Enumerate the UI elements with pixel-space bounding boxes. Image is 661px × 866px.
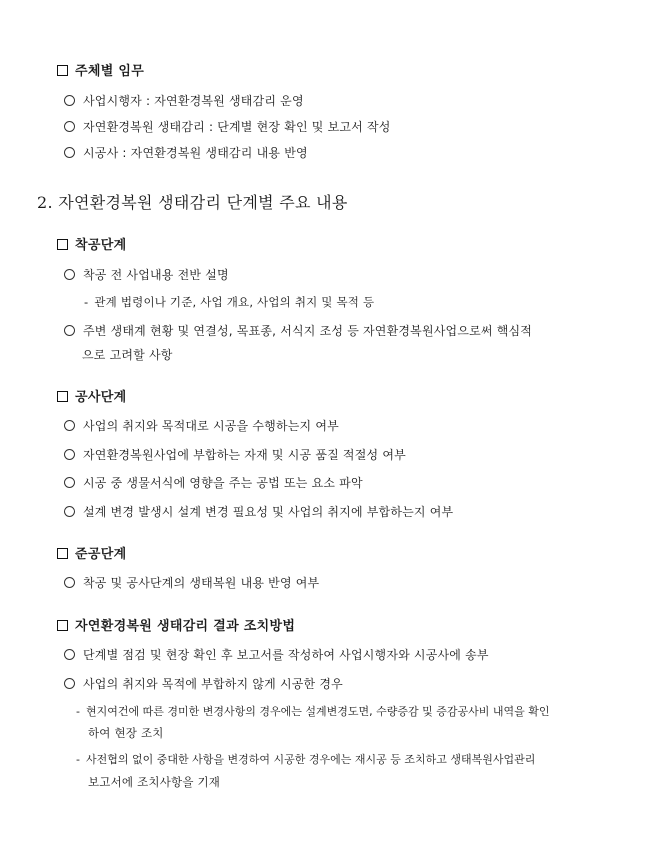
circle-bullet-icon [64,269,75,280]
section-heading-duties: 주체별 임무 [57,60,144,79]
dash-bullet-icon: - [76,705,80,718]
square-icon [57,239,68,250]
circle-bullet-icon [64,449,75,460]
circle-bullet-icon [64,577,75,588]
dash-bullet-icon: - [76,753,80,766]
list-item: 사업의 취지와 목적대로 시공을 수행하는지 여부 [64,417,339,434]
list-item: 착공 전 사업내용 전반 설명 [64,266,229,283]
list-item: 자연환경복원사업에 부합하는 자재 및 시공 품질 적절성 여부 [64,446,406,463]
sub-list-item: - 현지여건에 따른 경미한 변경사항의 경우에는 설계변경도면, 수량증감 및 증감공사비 내역을 확인 [76,705,550,718]
list-item: 시공사 : 자연환경복원 생태감리 내용 반영 [64,144,308,161]
sub-list-item: - 사전협의 없이 중대한 사항을 변경하여 시공한 경우에는 재시공 등 조치하고 생태복원사업관리 [76,753,536,766]
square-icon [57,548,68,559]
dash-bullet-icon: - [84,295,89,309]
circle-bullet-icon [64,147,75,158]
circle-bullet-icon [64,121,75,132]
list-item: 설계 변경 발생시 설계 변경 필요성 및 사업의 취지에 부합하는지 여부 [64,503,453,520]
circle-bullet-icon [64,477,75,488]
list-item: 착공 및 공사단계의 생태복원 내용 반영 여부 [64,574,319,591]
circle-bullet-icon [64,95,75,106]
list-item: 주변 생태계 현황 및 연결성, 목표종, 서식지 조성 등 자연환경복원사업으로써 핵심적 [64,322,532,339]
section-heading-construction: 공사단계 [57,386,126,405]
sub-list-item: - 관계 법령이나 기준, 사업 개요, 사업의 취지 및 목적 등 [84,295,375,309]
circle-bullet-icon [64,325,75,336]
list-item: 자연환경복원 생태감리 : 단계별 현장 확인 및 보고서 작성 [64,118,391,135]
list-item: 시공 중 생물서식에 영향을 주는 공법 또는 요소 파악 [64,474,363,491]
sub-list-item-continuation: 하여 현장 조치 [88,726,164,740]
section-title-2: 2. 자연환경복원 생태감리 단계별 주요 내용 [37,193,348,212]
sub-list-item-continuation: 보고서에 조치사항을 기재 [88,775,221,789]
circle-bullet-icon [64,506,75,517]
square-icon [57,391,68,402]
list-item: 사업의 취지와 목적에 부합하지 않게 시공한 경우 [64,675,343,692]
circle-bullet-icon [64,678,75,689]
circle-bullet-icon [64,649,75,660]
circle-bullet-icon [64,420,75,431]
section-heading-completion: 준공단계 [57,543,126,562]
section-heading-startup: 착공단계 [57,234,126,253]
square-icon [57,620,68,631]
square-icon [57,65,68,76]
list-item: 사업시행자 : 자연환경복원 생태감리 운영 [64,92,304,109]
list-item-continuation: 으로 고려할 사항 [82,348,173,362]
list-item: 단계별 점검 및 현장 확인 후 보고서를 작성하여 사업시행자와 시공사에 송부 [64,646,489,663]
section-heading-result-measures: 자연환경복원 생태감리 결과 조치방법 [57,615,295,634]
